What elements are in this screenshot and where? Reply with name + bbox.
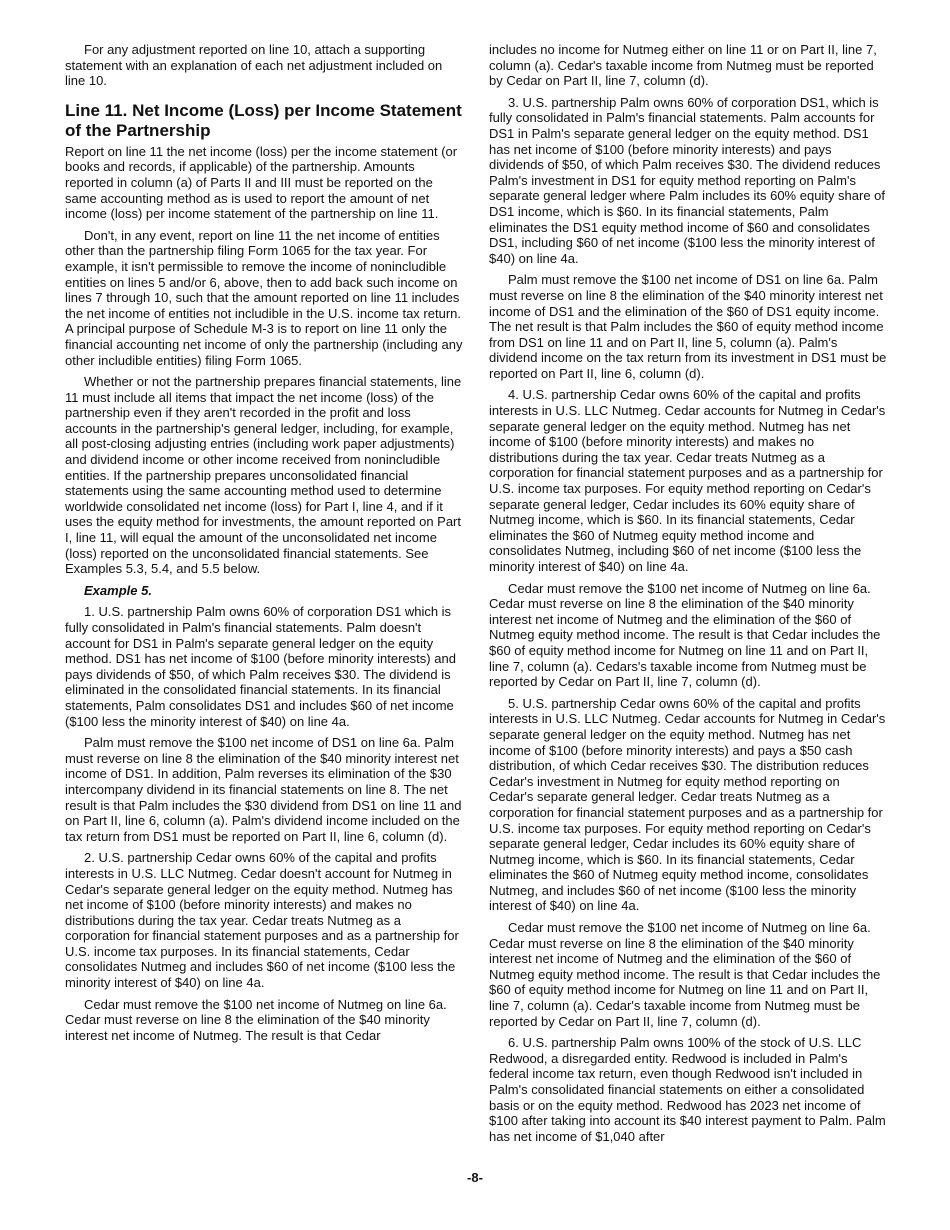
paragraph: Palm must remove the $100 net income of DS1 on line 6a. Palm must reverse on line 8 the elimination of the $40 minority interest net income of DS1. In addition, Palm reverses its elimination of the $30 intercompany dividend in its financial statements on line 8. The net result is that Palm includes the $30 dividend from DS1 on line 11 and on Part II, line 6, column (a). Palm's dividend income included on the tax return from DS1 must be reported on Part II, line 6, column (d). xyxy=(65,735,462,844)
example-item: 5. U.S. partnership Cedar owns 60% of the capital and profits interests in U.S. LLC Nutmeg. Cedar accounts for Nutmeg in Cedar's separate general ledger on the equity method. Nutmeg has net income of $100 (before minority interests) and pays a $50 cash distribution, of which Cedar receives $30. The distribution reduces Cedar's investment in Nutmeg for equity method reporting on Cedar's separate general ledger. Cedar treats Nutmeg as a corporation for financial statement purposes and as a partnership for U.S. income tax purposes. For equity method reporting on Cedar's separate general ledger, Cedar includes its 60% equity share of Nutmeg income, which is $60. In its financial statements, Cedar eliminates the $60 of Nutmeg equity method income, consolidates Nutmeg, and includes $60 of net income ($100 less the minority interest of $40) on line 4a. xyxy=(489,695,886,914)
example-item: 6. U.S. partnership Palm owns 100% of the stock of U.S. LLC Redwood, a disregarded entity. Redwood is included in Palm's federal income tax return, even though Redwood isn't included in Palm's consolidated financial statements on either a consolidated basis or on the equity method. Redwood has 2023 net income of $100 after taking into account its $40 interest payment to Palm. Palm has net income of $1,040 after xyxy=(489,1035,886,1144)
example-item: 3. U.S. partnership Palm owns 60% of corporation DS1, which is fully consolidated in Palm's financial statements. Palm accounts for DS1 in Palm's separate general ledger on the equity method. DS1 has net income of $100 (before minority interests) and pays dividends of $50, of which Palm receives $30. The dividend reduces Palm's investment in DS1 for equity method reporting on Palm's separate general ledger where Palm includes its 60% equity share of DS1 income, which is $60. In its financial statements, Palm eliminates the DS1 equity method income of $60 and consolidates DS1, including $60 of net income ($100 less the minority interest of $40) on line 4a. xyxy=(489,94,886,266)
section-heading: Line 11. Net Income (Loss) per Income Statement of the Partnership xyxy=(65,100,462,140)
paragraph: Cedar must remove the $100 net income of Nutmeg on line 6a. Cedar must reverse on line 8 the elimination of the $40 minority interest net income of Nutmeg and the elimination of the $60 of Nutmeg equity method income. The result is that Cedar includes the $60 of equity method income for Nutmeg on line 11 and on Part II, line 7, column (a). Cedar's taxable income from Nutmeg must be reported by Cedar on Part II, line 7, column (d). xyxy=(489,920,881,1029)
left-column xyxy=(65,42,463,1049)
paragraph: Palm must remove the $100 net income of DS1 on line 6a. Palm must reverse on line 8 the elimination of the $40 minority interest net income of DS1 and the elimination of the $60 of DS1 equity income. The net result is that Palm includes the $60 of equity method income from DS1 on line 11 and on Part II, line 5, column (a). Palm's dividend income on the tax return from its investment in DS1 must be reported on Part II, line 6, column (d). xyxy=(489,272,887,381)
paragraph: Report on line 11 the net income (loss) per the income statement (or books and records, if applicable) of the partnership. Amounts reported in column (a) of Parts II and III must be reported on the same accounting method as is used to report the amount of net income (loss) per income statement of the partnership on line 11. xyxy=(65,143,458,222)
paragraph: Whether or not the partnership prepares financial statements, line 11 must include all items that impact the net income (loss) of the partnership even if they aren't recorded in the profit and loss accounts in the partnership's general ledger, including, for example, all post-closing adjusting entries (including work paper adjustments) and dividend income or other income received from nonincludible entities. If the partnership prepares unconsolidated financial statements using the same accounting method used to determine worldwide consolidated net income (loss) for Part I, line 4, and if it uses the equity method for investments, the amount reported on Part I, line 11, will equal the amount of the unconsolidated net income (loss) reported on the unconsolidated financial statements. See Examples 5.3, 5.4, and 5.5 below. xyxy=(65,374,462,577)
example-item: 1. U.S. partnership Palm owns 60% of corporation DS1 which is fully consolidated in Palm's financial statements. Palm doesn't account for DS1 in Palm's separate general ledger on the equity method. DS1 has net income of $100 (before minority interests) and pays dividends of $50, of which Palm receives $30. The dividend is eliminated in the consolidated financial statements. In its financial statements, Palm consolidates DS1 and includes $60 of net income ($100 less the minority interest of $40) on line 4a. xyxy=(65,604,456,729)
paragraph: includes no income for Nutmeg either on line 11 or on Part II, line 7, column (a). Cedar's taxable income from Nutmeg must be reported by Cedar on Part II, line 7, column (d). xyxy=(489,42,877,89)
example-item: 2. U.S. partnership Cedar owns 60% of the capital and profits interests in U.S. LLC Nutmeg. Cedar doesn't account for Nutmeg in Cedar's separate general ledger on the equity method. Nutmeg has net income of $100 (before minority interests) and makes no distributions during the tax year. Cedar treats Nutmeg as a corporation for financial statement purposes and as a partnership for U.S. income tax purposes. In its financial statements, Cedar consolidates Nutmeg and includes $60 of net income ($100 less the minority interest of $40) on line 4a. xyxy=(65,850,459,991)
paragraph: Don't, in any event, report on line 11 the net income of entities other than the partnership filing Form 1065 for the tax year. For example, it isn't permissible to remove the income of nonincludible entities on lines 5 and/or 6, above, then to add back such income on lines 7 through 10, such that the amount reported on line 11 includes the net income of entities not includible in the U.S. income tax return. A principal purpose of Schedule M-3 is to report on line 11 only the financial accounting net income of only the partnership (including any other includible entities) filing Form 1065. xyxy=(65,227,463,368)
paragraph: Cedar must remove the $100 net income of Nutmeg on line 6a. Cedar must reverse on line 8 the elimination of the $40 minority interest net income of Nutmeg and the elimination of the $60 of Nutmeg equity method income. The result is that Cedar includes the $60 of equity method income for Nutmeg on line 11 and on Part II, line 7, column (a). Cedars's taxable income from Nutmeg must be reported by Cedar on Part II, line 7, column (d). xyxy=(489,580,881,690)
page-number: -8- xyxy=(467,1170,483,1185)
example-label: Example 5. xyxy=(84,582,152,598)
right-column xyxy=(489,42,887,1150)
paragraph: Cedar must remove the $100 net income of Nutmeg on line 6a. Cedar must reverse on line 8 the elimination of the $40 minority interest net income of Nutmeg. The result is that Cedar xyxy=(65,996,447,1043)
example-item: 4. U.S. partnership Cedar owns 60% of the capital and profits interests in U.S. LLC Nutmeg. Cedar accounts for Nutmeg in Cedar's separate general ledger on the equity method. Nutmeg has net income of $100 (before minority interests) and makes no distributions during the tax year. Cedar treats Nutmeg as a corporation for financial statement purposes and as a partnership for U.S. income tax purposes. For equity method reporting on Cedar's separate general ledger, Cedar includes its 60% equity share of Nutmeg income, which is $60. In its financial statements, Cedar eliminates the $60 of Nutmeg equity method income and consolidates Nutmeg, including $60 of net income ($100 less the minority interest of $40) on line 4a. xyxy=(489,387,886,574)
paragraph: For any adjustment reported on line 10, attach a supporting statement with an explanation of each net adjustment included on line 10. xyxy=(65,42,443,89)
